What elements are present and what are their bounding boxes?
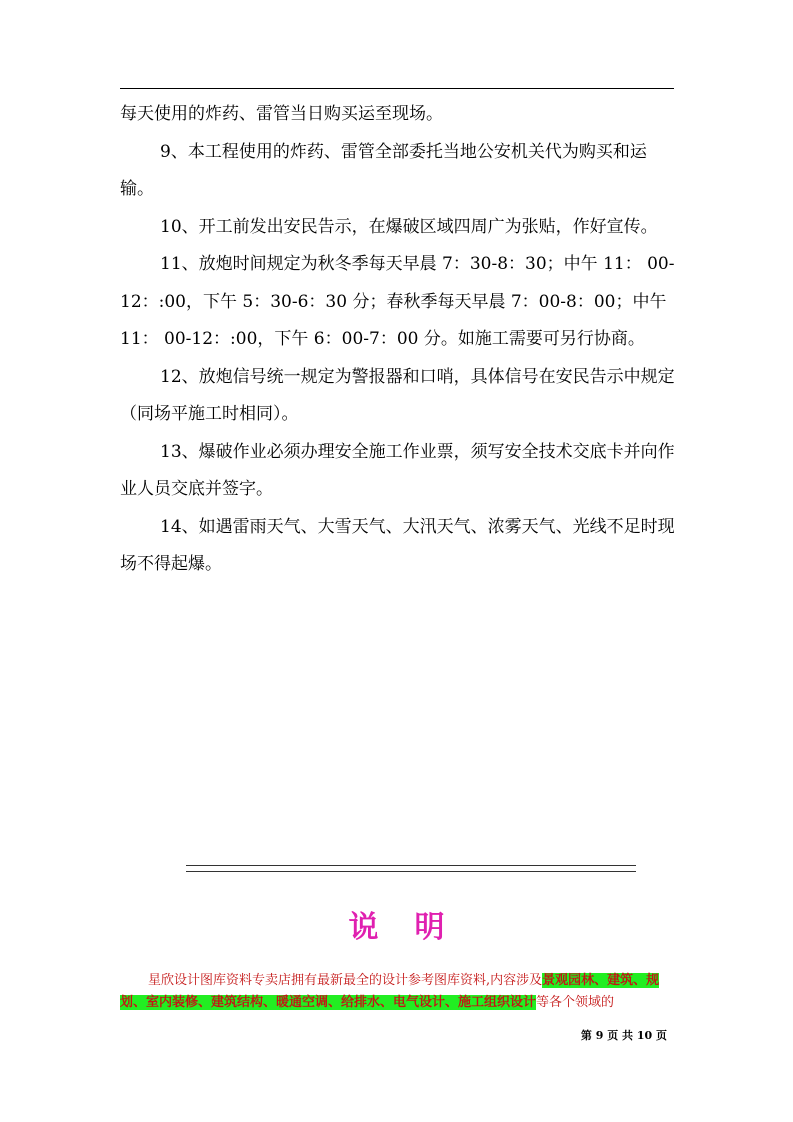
paragraph-1: 每天使用的炸药、雷管当日购买运至现场。 xyxy=(120,104,443,124)
paragraph-14: 14、如遇雷雨天气、大雪天气、大汛天气、浓雾天气、光线不足时现场不得起爆。 xyxy=(120,516,675,574)
paragraph-11: 11、放炮时间规定为秋冬季每天早晨 7：30-8：30；中午 11： 00-12：:00，下午 5：30-6：30 分；春秋季每天早晨 7：00-8：00；中午 11： 00-12：:00，下午 6：00-7：00 分。如施工需要可另行协商。 xyxy=(120,254,675,349)
info-highlight: 景观园林、建筑、规划、室内装修、建筑结构、暖通空调、给排水、电气设计、施工组织设计 xyxy=(120,973,660,1010)
page-footer: 第 9 页 共 10 页 xyxy=(580,1029,667,1042)
paragraph-12: 12、放炮信号统一规定为警报器和口哨，具体信号在安民告示中规定（同场平施工时相同）。 xyxy=(120,366,675,424)
section-title: 说明 xyxy=(348,910,481,945)
info-lead: 星欣设计图库资料专卖店拥有最新最全的设计参考图库资料,内容涉及 xyxy=(148,973,543,988)
store-info xyxy=(120,970,676,1014)
paragraph-9: 9、本工程使用的炸药、雷管全部委托当地公安机关代为购买和运输。 xyxy=(120,141,647,199)
document-body xyxy=(120,96,676,584)
info-tail: 等各个领域的 xyxy=(536,995,615,1010)
paragraph-10: 10、开工前发出安民告示，在爆破区域四周广为张贴，作好宣传。 xyxy=(160,216,658,237)
section-separator xyxy=(186,865,636,872)
paragraph-13: 13、爆破作业必须办理安全施工作业票，须写安全技术交底卡并向作业人员交底并签字。 xyxy=(120,441,675,499)
header-rule xyxy=(120,88,674,89)
